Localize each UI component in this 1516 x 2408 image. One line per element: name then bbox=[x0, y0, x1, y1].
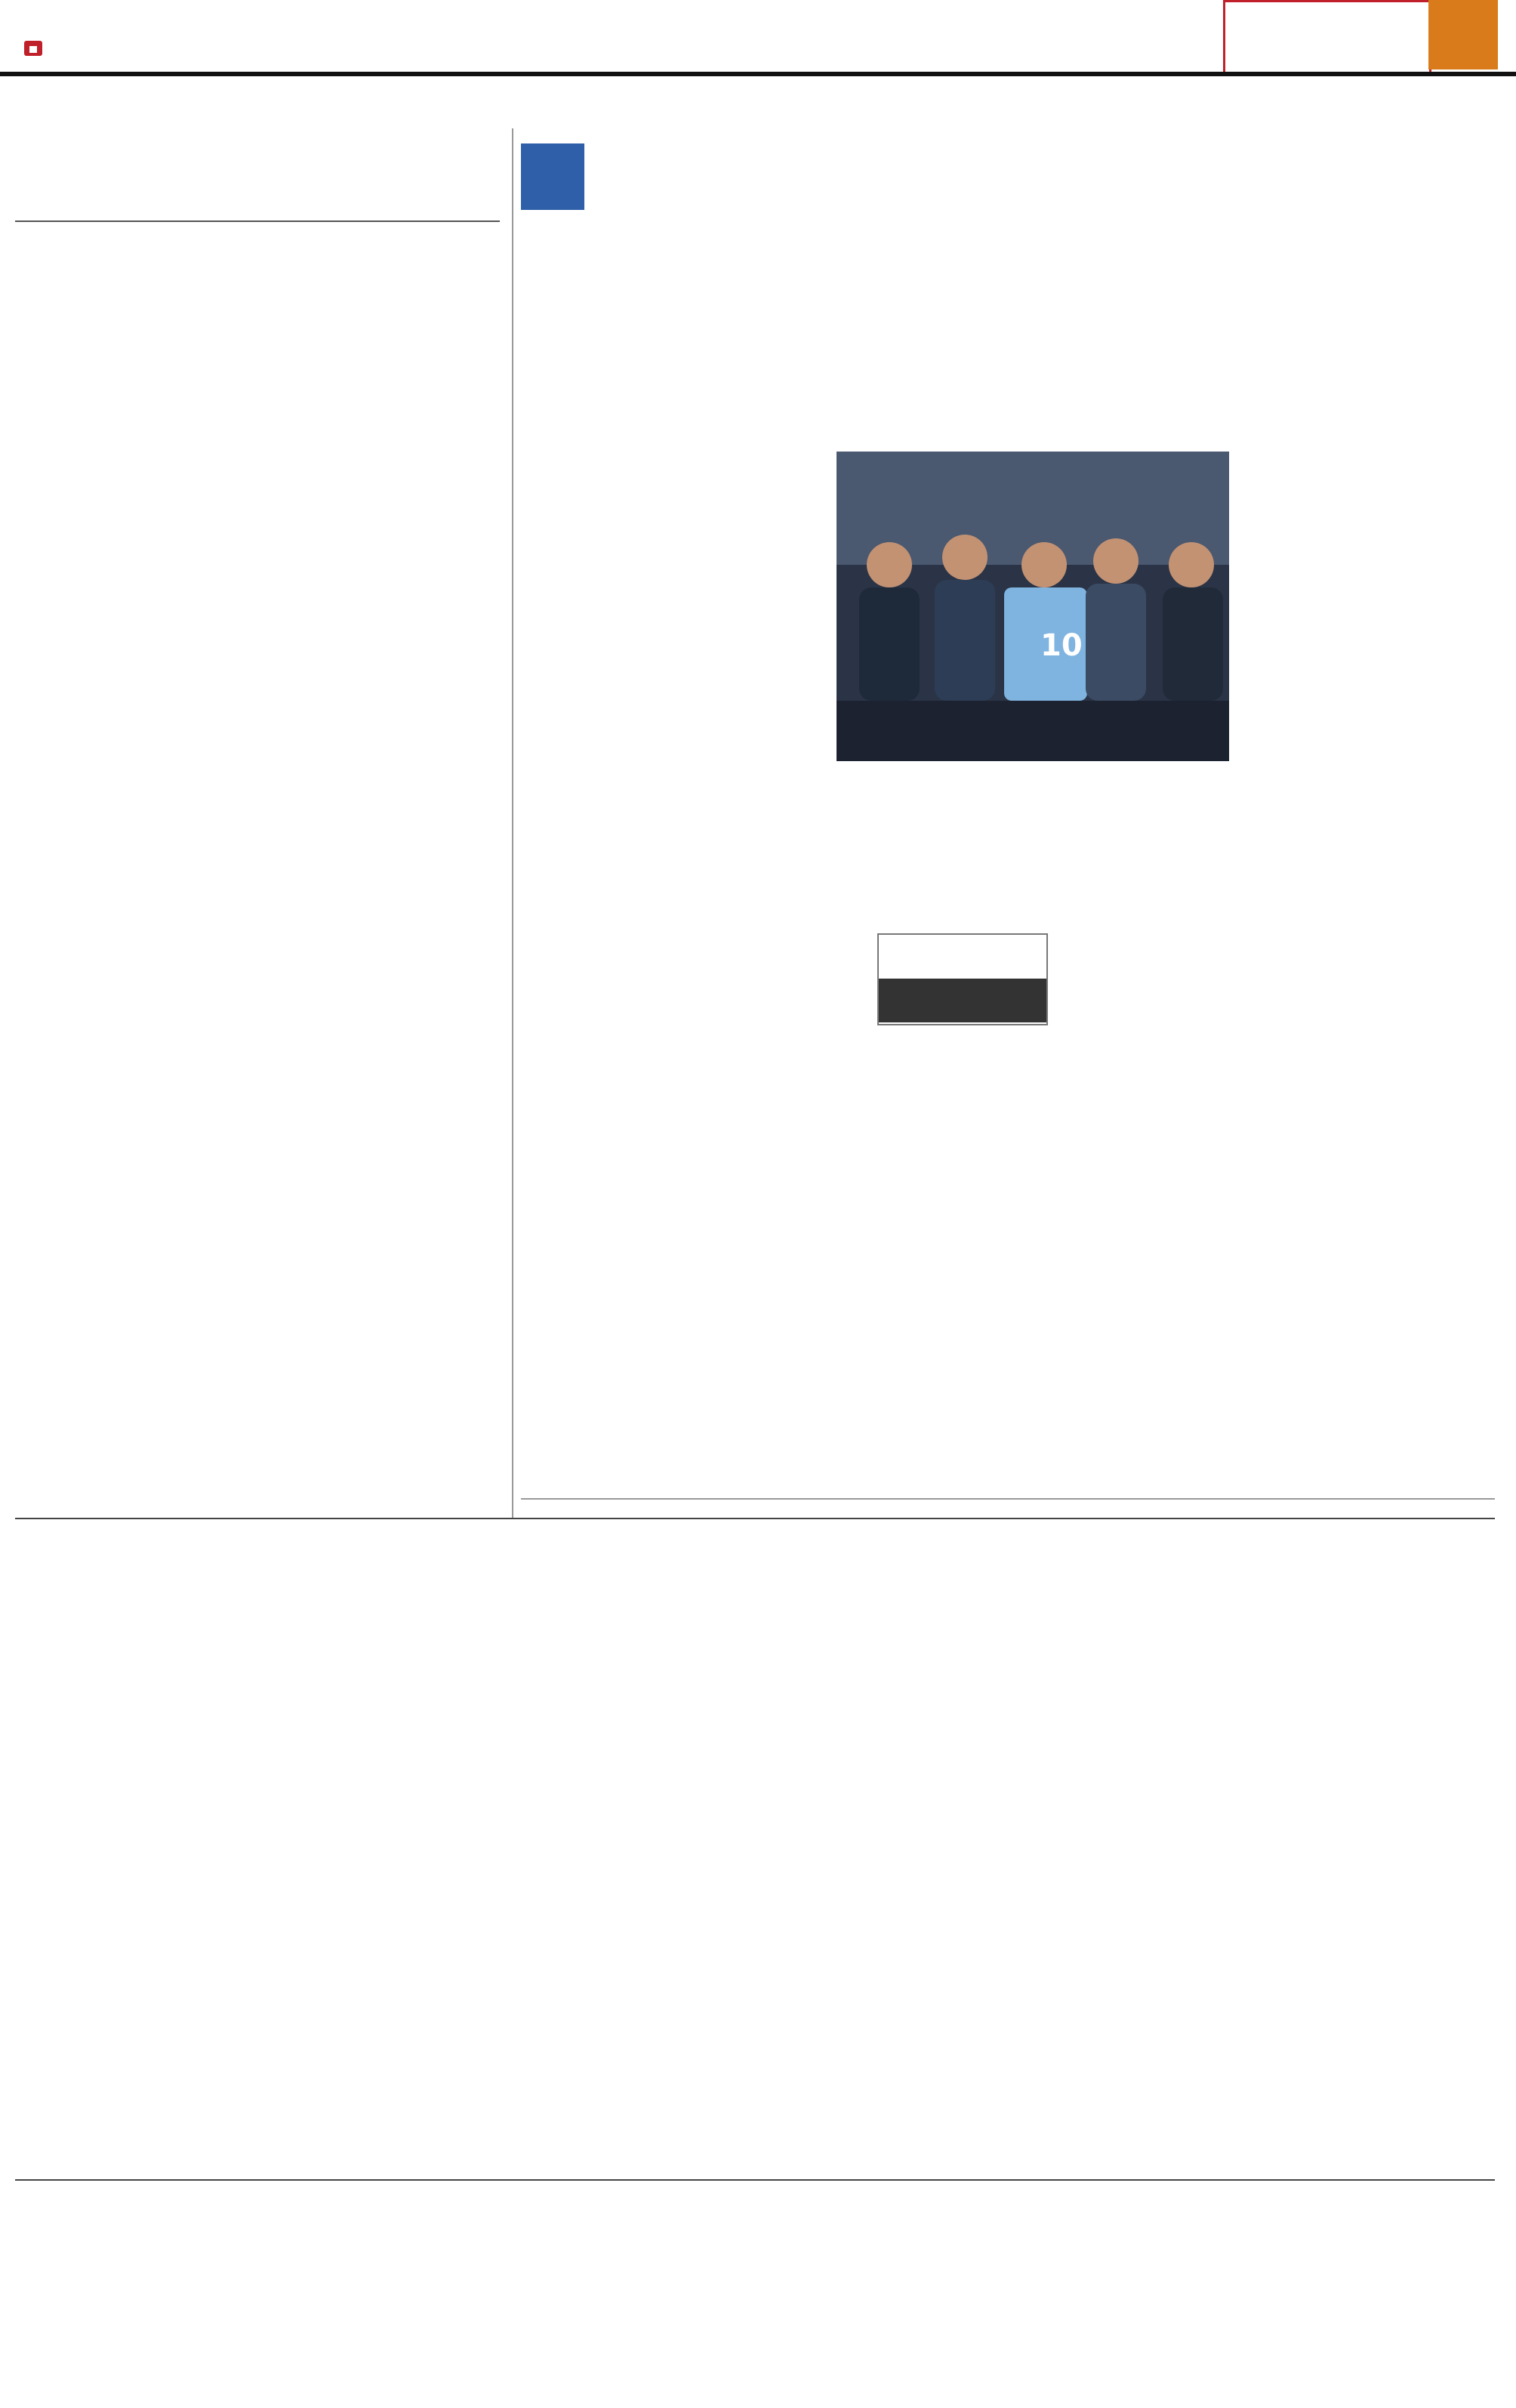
article-photo bbox=[837, 452, 1229, 761]
article-col-2a bbox=[837, 826, 1229, 924]
epaper-link[interactable] bbox=[18, 41, 48, 56]
home-icon bbox=[24, 41, 42, 56]
dropcap-badge bbox=[521, 143, 584, 210]
bottom-divider bbox=[15, 2179, 1495, 2181]
feature-intro bbox=[669, 1536, 888, 1604]
title-underline bbox=[15, 220, 500, 222]
column-divider bbox=[512, 128, 513, 1518]
feature-col-1 bbox=[593, 1616, 888, 2171]
article-col-2c bbox=[1036, 1036, 1229, 1481]
article-lead bbox=[837, 233, 1493, 429]
article-col-2b bbox=[837, 1036, 1025, 1481]
photo-caption bbox=[837, 767, 1229, 817]
photo-illustration bbox=[837, 452, 1229, 761]
svg-text:10: 10 bbox=[1040, 628, 1083, 663]
mid-divider bbox=[15, 1518, 1495, 1519]
brand-box bbox=[1223, 0, 1431, 74]
feature-col-3 bbox=[1196, 1616, 1493, 2143]
feature-col-2 bbox=[898, 1616, 1185, 2171]
article-col-1 bbox=[593, 134, 820, 1482]
article-col-3 bbox=[1241, 452, 1493, 1482]
section-divider bbox=[521, 1498, 1495, 1500]
column-author bbox=[879, 979, 1046, 1022]
editorial-body bbox=[15, 238, 500, 1497]
header-rule bbox=[0, 72, 1516, 76]
column-title bbox=[879, 935, 1046, 977]
page-number bbox=[1428, 0, 1498, 69]
